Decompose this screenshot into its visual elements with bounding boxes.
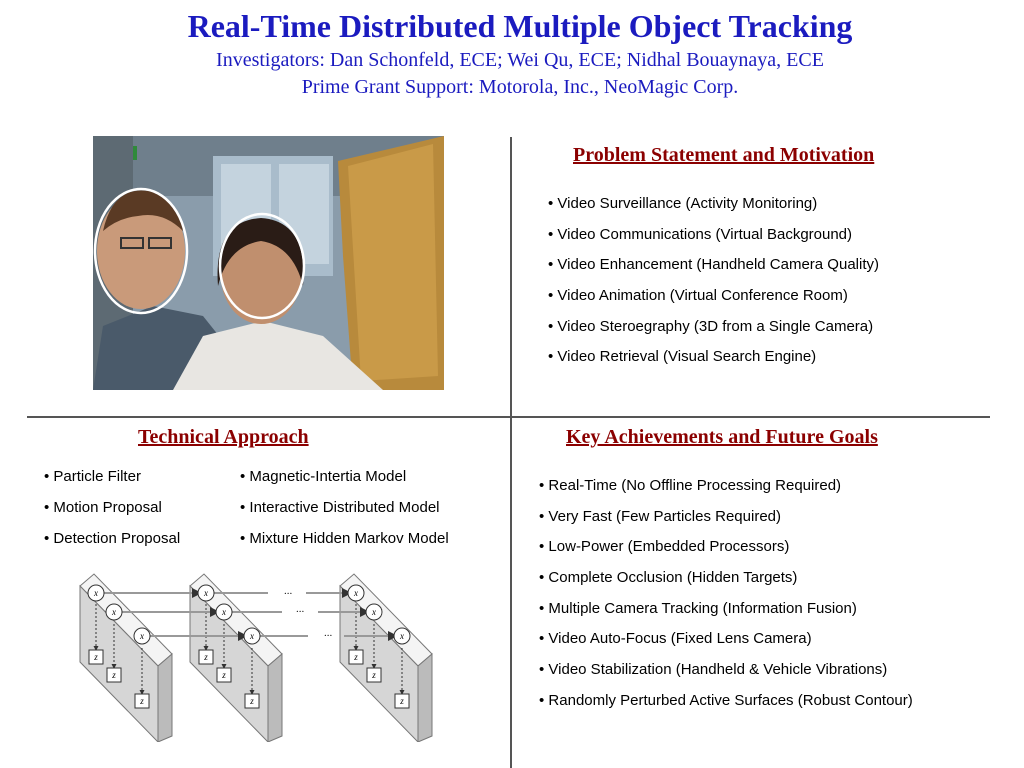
problem-item: • Video Surveillance (Activity Monitoring) xyxy=(548,194,879,214)
key-achievements-heading: Key Achievements and Future Goals xyxy=(566,426,878,448)
observation-node-label: z xyxy=(354,652,358,662)
achievements-list xyxy=(539,476,913,711)
distributed-model-diagram xyxy=(72,566,444,742)
grant-support-line: Prime Grant Support: Motorola, Inc., NeoMagic Corp. xyxy=(301,76,739,98)
observation-node-label: z xyxy=(94,652,98,662)
problem-statement-heading: Problem Statement and Motivation xyxy=(573,144,875,166)
state-node-label: x xyxy=(140,631,144,641)
state-node-label: x xyxy=(222,607,226,617)
observation-node-label: z xyxy=(204,652,208,662)
technical-list-right xyxy=(240,467,449,549)
problem-item: • Video Retrieval (Visual Search Engine) xyxy=(548,347,879,367)
technical-item: • Magnetic-Intertia Model xyxy=(240,467,449,487)
technical-item: • Interactive Distributed Model xyxy=(240,498,449,518)
technical-item: • Mixture Hidden Markov Model xyxy=(240,529,449,549)
observation-node-label: z xyxy=(372,670,376,680)
horizontal-divider xyxy=(27,416,990,418)
achievement-item: • Video Auto-Focus (Fixed Lens Camera) xyxy=(539,629,913,649)
achievement-item: • Low-Power (Embedded Processors) xyxy=(539,537,913,557)
poster-title: Real-Time Distributed Multiple Object Tracking xyxy=(187,8,853,44)
problem-list xyxy=(548,194,879,367)
state-node-label: x xyxy=(372,607,376,617)
observation-node-label: z xyxy=(222,670,226,680)
technical-approach-heading: Technical Approach xyxy=(138,426,309,448)
investigators-line: Investigators: Dan Schonfeld, ECE; Wei Qu, ECE; Nidhal Bouaynaya, ECE xyxy=(216,49,824,71)
technical-item: • Detection Proposal xyxy=(44,529,180,549)
ellipsis-label: ... xyxy=(296,603,305,615)
state-node-label: x xyxy=(94,588,98,598)
problem-item: • Video Communications (Virtual Background) xyxy=(548,225,879,245)
achievement-item: • Complete Occlusion (Hidden Targets) xyxy=(539,568,913,588)
technical-item: • Motion Proposal xyxy=(44,498,180,518)
observation-node-label: z xyxy=(250,696,254,706)
state-node-label: x xyxy=(204,588,208,598)
ellipsis-label: ... xyxy=(324,627,333,639)
achievement-item: • Randomly Perturbed Active Surfaces (Robust Contour) xyxy=(539,691,913,711)
observation-node-label: z xyxy=(140,696,144,706)
state-node-label: x xyxy=(112,607,116,617)
state-node-label: x xyxy=(400,631,404,641)
ellipsis-label: ... xyxy=(284,585,293,597)
graphical-model-svg xyxy=(72,566,444,742)
observation-node-label: z xyxy=(112,670,116,680)
state-node-label: x xyxy=(250,631,254,641)
tracking-photo xyxy=(93,136,444,390)
problem-item: • Video Animation (Virtual Conference Room) xyxy=(548,286,879,306)
achievement-item: • Video Stabilization (Handheld & Vehicle Vibrations) xyxy=(539,660,913,680)
achievement-item: • Multiple Camera Tracking (Information Fusion) xyxy=(539,599,913,619)
problem-item: • Video Steroegraphy (3D from a Single Camera) xyxy=(548,317,879,337)
achievement-item: • Real-Time (No Offline Processing Required) xyxy=(539,476,913,496)
problem-item: • Video Enhancement (Handheld Camera Quality) xyxy=(548,255,879,275)
technical-list-left xyxy=(44,467,180,549)
technical-item: • Particle Filter xyxy=(44,467,180,487)
observation-node-label: z xyxy=(400,696,404,706)
vertical-divider xyxy=(510,137,512,768)
state-node-label: x xyxy=(354,588,358,598)
achievement-item: • Very Fast (Few Particles Required) xyxy=(539,507,913,527)
tracking-photo-illustration xyxy=(93,136,444,390)
